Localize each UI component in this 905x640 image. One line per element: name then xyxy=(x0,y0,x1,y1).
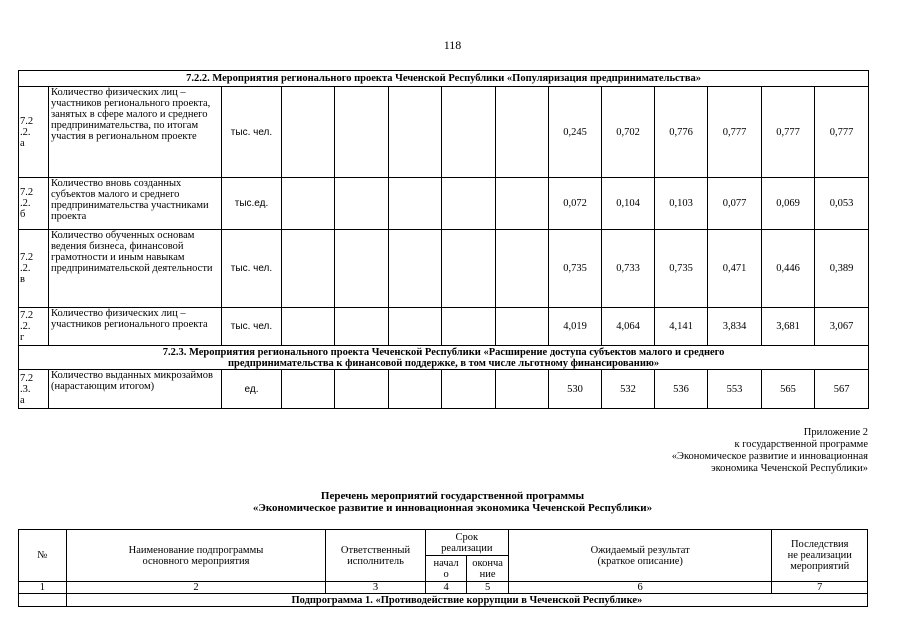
unit: тыс.ед. xyxy=(222,178,282,230)
empty-cell xyxy=(282,230,335,308)
section-title: 7.2.2. Мероприятия регионального проекта Чеченской Республики «Популяризация предпринимательства» xyxy=(19,71,869,87)
col-number: 7 xyxy=(772,582,868,594)
row-code: 7.2 .3. а xyxy=(19,370,49,409)
header-executor: Ответственный исполнитель xyxy=(326,530,426,582)
indicators-table xyxy=(18,70,869,409)
col-number: 4 xyxy=(425,582,467,594)
indicator-value: 0,069 xyxy=(762,178,815,230)
indicator-value: 0,053 xyxy=(815,178,869,230)
indicator-value: 0,446 xyxy=(762,230,815,308)
header-result: Ожидаемый результат (краткое описание) xyxy=(508,530,772,582)
indicator-value: 0,072 xyxy=(549,178,602,230)
empty-cell xyxy=(282,87,335,178)
empty-cell xyxy=(335,370,389,409)
empty-cell xyxy=(442,370,496,409)
col-number: 3 xyxy=(326,582,426,594)
row-code: 7.2 .2. б xyxy=(19,178,49,230)
empty-cell xyxy=(496,230,549,308)
unit: тыс. чел. xyxy=(222,230,282,308)
table-row xyxy=(19,308,869,346)
indicator-name: Количество обученных основам ведения бизнеса, финансовой грамотности и иным навыкам предпринимательской деятельности xyxy=(49,230,222,308)
indicator-value: 0,733 xyxy=(602,230,655,308)
empty-cell xyxy=(496,370,549,409)
appendix-note: Приложение 2 к государственной программе «Экономическое развитие и инновационная экономика Чеченской Республики» xyxy=(671,427,868,474)
indicator-value: 0,103 xyxy=(655,178,708,230)
empty-cell xyxy=(389,87,442,178)
indicator-value: 0,471 xyxy=(708,230,762,308)
empty-cell xyxy=(389,308,442,346)
indicator-value: 0,776 xyxy=(655,87,708,178)
indicator-value: 553 xyxy=(708,370,762,409)
indicator-value: 3,834 xyxy=(708,308,762,346)
indicator-value: 0,389 xyxy=(815,230,869,308)
subprogram-title: Подпрограмма 1. «Противодействие коррупции в Чеченской Республике» xyxy=(66,594,867,607)
empty-cell xyxy=(496,87,549,178)
table-row xyxy=(19,87,869,178)
indicator-value: 0,104 xyxy=(602,178,655,230)
row-code: 7.2 .2. в xyxy=(19,230,49,308)
indicator-value: 0,735 xyxy=(655,230,708,308)
unit: ед. xyxy=(222,370,282,409)
header-end: оконча ние xyxy=(467,556,509,582)
empty-cell xyxy=(335,178,389,230)
table-row xyxy=(19,370,869,409)
unit: тыс. чел. xyxy=(222,87,282,178)
header-consequences: Последствия не реализации мероприятий xyxy=(772,530,868,582)
row-code: 7.2 .2. г xyxy=(19,308,49,346)
indicator-value: 3,067 xyxy=(815,308,869,346)
col-number: 5 xyxy=(467,582,509,594)
row-code: 7.2 .2. а xyxy=(19,87,49,178)
col-number: 6 xyxy=(508,582,772,594)
indicator-value: 567 xyxy=(815,370,869,409)
indicator-value: 536 xyxy=(655,370,708,409)
indicator-value: 565 xyxy=(762,370,815,409)
empty-cell xyxy=(442,87,496,178)
empty-cell xyxy=(282,308,335,346)
header-start: начал о xyxy=(425,556,467,582)
unit: тыс. чел. xyxy=(222,308,282,346)
activities-table xyxy=(18,529,868,607)
empty-cell xyxy=(442,308,496,346)
header-name: Наименование подпрограммы основного мероприятия xyxy=(66,530,325,582)
indicator-value: 4,019 xyxy=(549,308,602,346)
empty-cell xyxy=(282,370,335,409)
section-title: 7.2.3. Мероприятия регионального проекта Чеченской Республики «Расширение доступа субъектов малого и среднего предпринимательства к финансовой поддержке, в том числе льготному финансированию» xyxy=(19,346,869,370)
indicator-value: 0,777 xyxy=(815,87,869,178)
list-title: Перечень мероприятий государственной программы «Экономическое развитие и инновационная экономика Чеченской Республики» xyxy=(252,490,653,514)
indicator-value: 530 xyxy=(549,370,602,409)
empty-cell xyxy=(335,230,389,308)
indicator-name: Количество физических лиц – участников регионального проекта, занятых в сфере малого и среднего предпринимательства, по итогам участия в региональном проекте xyxy=(49,87,222,178)
empty-cell xyxy=(442,230,496,308)
indicator-value: 0,245 xyxy=(549,87,602,178)
indicator-value: 3,681 xyxy=(762,308,815,346)
indicator-name: Количество вновь созданных субъектов малого и среднего предпринимательства участниками проекта xyxy=(49,178,222,230)
indicator-value: 0,735 xyxy=(549,230,602,308)
empty-cell xyxy=(389,230,442,308)
empty-cell xyxy=(335,87,389,178)
empty-cell xyxy=(496,308,549,346)
indicator-value: 0,702 xyxy=(602,87,655,178)
empty-cell xyxy=(335,308,389,346)
page-number: 118 xyxy=(443,38,462,52)
indicator-value: 4,064 xyxy=(602,308,655,346)
table-row xyxy=(19,230,869,308)
empty-cell xyxy=(282,178,335,230)
indicator-value: 532 xyxy=(602,370,655,409)
empty-cell xyxy=(389,178,442,230)
table-row xyxy=(19,178,869,230)
indicator-value: 0,777 xyxy=(708,87,762,178)
col-number: 1 xyxy=(19,582,67,594)
indicator-value: 0,077 xyxy=(708,178,762,230)
indicator-value: 4,141 xyxy=(655,308,708,346)
empty-cell xyxy=(496,178,549,230)
indicator-value: 0,777 xyxy=(762,87,815,178)
col-number: 2 xyxy=(66,582,325,594)
empty-cell xyxy=(442,178,496,230)
indicator-name: Количество выданных микрозаймов (нарастающим итогом) xyxy=(49,370,222,409)
header-num: № xyxy=(19,530,67,582)
header-period: Срок реализации xyxy=(425,530,508,556)
indicator-name: Количество физических лиц – участников регионального проекта xyxy=(49,308,222,346)
empty-cell xyxy=(389,370,442,409)
